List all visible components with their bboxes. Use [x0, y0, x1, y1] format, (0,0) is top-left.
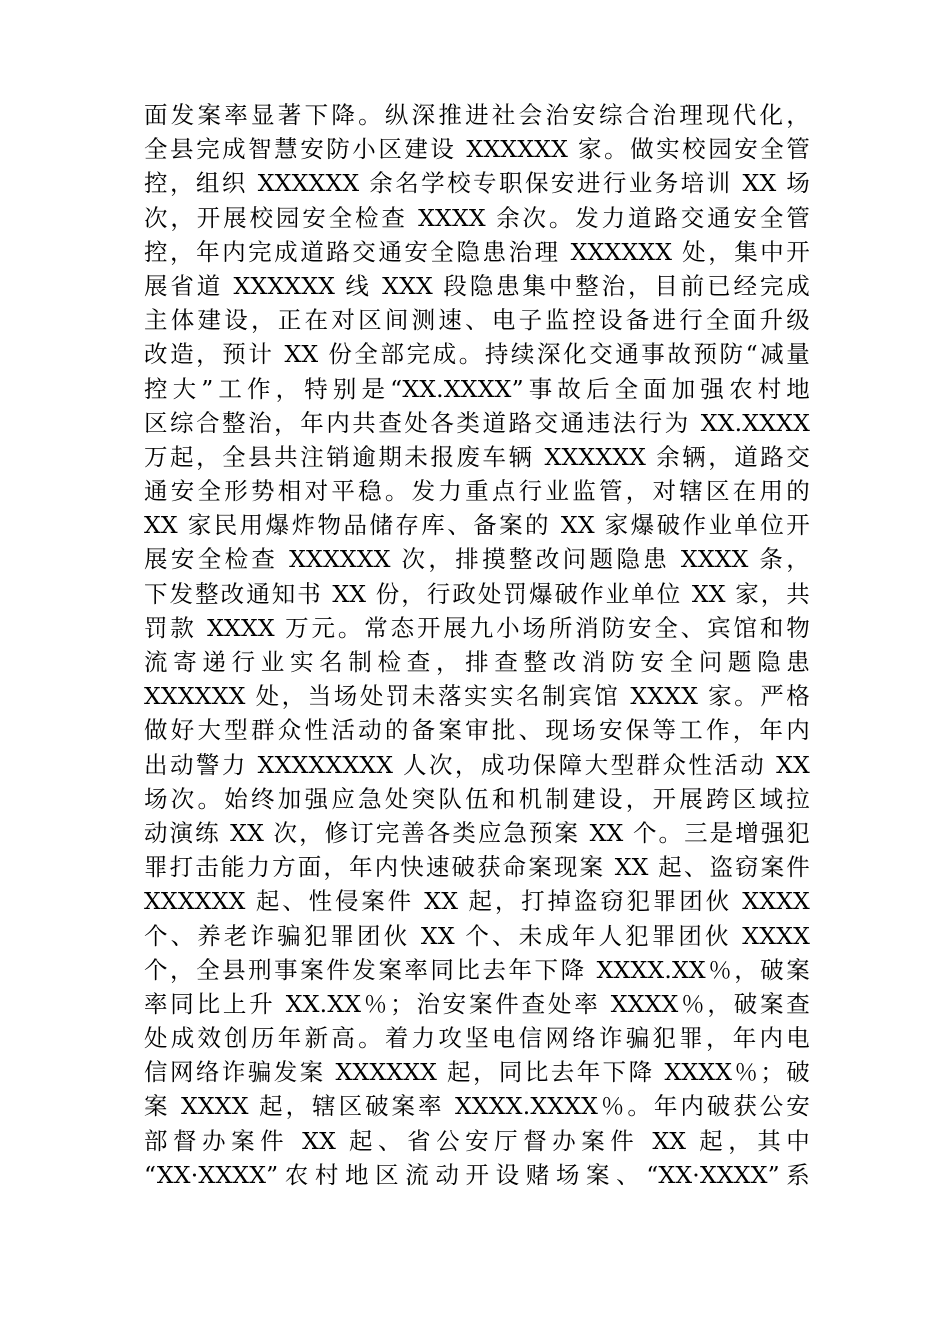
text-line-1: 面发案率显著下降。纵深推进社会治安综合治理现代化， — [144, 101, 810, 129]
text-line-11: 万起，全县共注销逾期未报废车辆 XXXXXX 余辆，道路交 — [144, 442, 810, 471]
text-line-30: 案 XXXX 起，辖区破案率 XXXX.XXXX％。年内破获公安 — [144, 1092, 810, 1121]
text-line-19: 做好大型群众性活动的备案审批、现场安保等工作，年内 — [144, 716, 810, 745]
text-line-32: “XX·XXXX”农村地区流动开设赌场案、“XX·XXXX”系 — [144, 1160, 810, 1189]
text-line-26: 个，全县刑事案件发案率同比去年下降 XXXX.XX％，破案 — [144, 955, 810, 984]
body-paragraph — [144, 98, 810, 1192]
text-line-20: 出动警力 XXXXXXXX 人次，成功保障大型群众性活动 XX — [144, 750, 810, 779]
text-line-10: 区综合整治，年内共查处各类道路交通违法行为 XX.XXXX — [144, 408, 810, 437]
text-line-12: 通安全形势相对平稳。发力重点行业监管，对辖区在用的 — [144, 477, 810, 506]
text-line-18: XXXXXX 处，当场处罚未落实实名制宾馆 XXXX 家。严格 — [144, 682, 810, 711]
text-line-7: 主体建设，正在对区间测速、电子监控设备进行全面升级 — [144, 306, 810, 335]
text-line-15: 下发整改通知书 XX 份，行政处罚爆破作业单位 XX 家，共 — [144, 579, 810, 608]
text-line-14: 展安全检查 XXXXXX 次，排摸整改问题隐患 XXXX 条， — [144, 545, 810, 574]
text-line-24: XXXXXX 起、性侵案件 XX 起，打掉盗窃犯罪团伙 XXXX — [144, 887, 810, 916]
text-line-23: 罪打击能力方面，年内快速破获命案现案 XX 起、盗窃案件 — [144, 853, 810, 882]
text-line-25: 个、养老诈骗犯罪团伙 XX 个、未成年人犯罪团伙 XXXX — [144, 921, 810, 950]
text-line-28: 处成效创历年新高。着力攻坚电信网络诈骗犯罪，年内电 — [144, 1024, 810, 1053]
text-line-22: 动演练 XX 次，修订完善各类应急预案 XX 个。三是增强犯 — [144, 818, 810, 847]
text-line-3: 控，组织 XXXXXX 余名学校专职保安进行业务培训 XX 场 — [144, 169, 810, 198]
text-line-6: 展省道 XXXXXX 线 XXX 段隐患集中整治，目前已经完成 — [144, 271, 810, 300]
text-line-8: 改造，预计 XX 份全部完成。持续深化交通事故预防“减量 — [144, 340, 810, 369]
text-line-5: 控，年内完成道路交通安全隐患治理 XXXXXX 处，集中开 — [144, 237, 810, 266]
text-line-4: 次，开展校园安全检查 XXXX 余次。发力道路交通安全管 — [144, 203, 810, 232]
text-line-17: 流寄递行业实名制检查，排查整改消防安全问题隐患 — [144, 648, 810, 676]
text-line-2: 全县完成智慧安防小区建设 XXXXXX 家。做实校园安全管 — [144, 135, 810, 164]
text-line-9: 控大”工作，特别是“XX.XXXX”事故后全面加强农村地 — [144, 374, 810, 403]
text-line-13: XX 家民用爆炸物品储存库、备案的 XX 家爆破作业单位开 — [144, 511, 810, 540]
text-line-29: 信网络诈骗发案 XXXXXX 起，同比去年下降 XXXX％；破 — [144, 1058, 810, 1087]
text-line-21: 场次。始终加强应急处突队伍和机制建设，开展跨区域拉 — [144, 784, 810, 813]
text-line-31: 部督办案件 XX 起、省公安厅督办案件 XX 起，其中 — [144, 1126, 810, 1155]
text-line-27: 率同比上升 XX.XX％；治安案件查处率 XXXX％，破案查 — [144, 989, 810, 1018]
text-line-16: 罚款 XXXX 万元。常态开展九小场所消防安全、宾馆和物 — [144, 613, 810, 642]
